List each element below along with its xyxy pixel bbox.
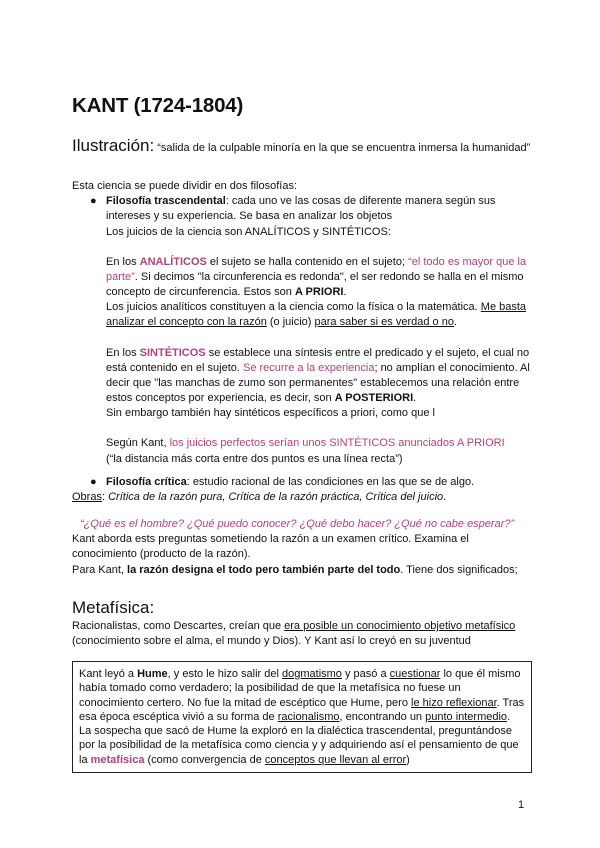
metafisica-heading: Metafísica: (72, 598, 155, 617)
page-title: KANT (1724-1804) (72, 94, 244, 117)
segun-kant-paragraph: Según Kant, los juicios perfectos serían unos SINTÉTICOS anunciados A PRIORI (“la distancia más corta entre dos puntos es una línea recta”) (106, 437, 505, 465)
preguntas-quote: “¿Qué es el hombre? ¿Qué puedo conocer? ¿Qué debo hacer? ¿Qué no cabe esperar?” (80, 518, 515, 531)
intro-text: Esta ciencia se puede dividir en dos filosofías: (72, 180, 298, 192)
hume-box: Kant leyó a Hume, y esto le hizo salir del dogmatismo y pasó a cuestionar lo que él mismo había tomado como verdadero; la posibilidad de que la metafísica no fuese un conocimiento certero. No fue la mitad de escéptico que Hume, pero le hizo reflexionar. Tras esa época escéptica vivió a su forma de racionalismo, encontrando un punto intermedio. La sospecha que sacó de Hume la exploró en la dialéctica trascendental, preguntándose por la posibilidad de la metafísica como ciencia y y adquiriendo así el pensamiento de que la metafísica (como convergencia de conceptos que llevan al error) (72, 661, 532, 773)
main-content (72, 179, 532, 578)
analiticos-term: ANALÍTICOS (139, 255, 207, 268)
juicios-text: Los juicios de la ciencia son ANALÍTICOS y SINTÉTICOS: (106, 225, 391, 238)
bullet-text: : cada uno ve las cosas de diferente manera según sus intereses y su experiencia. Se basa en analizar los objetos (106, 195, 496, 223)
bullet-trascendental (72, 194, 532, 240)
obras-line: Obras: Crítica de la razón pura, Crítica de la razón práctica, Crítica del juicio. (72, 490, 447, 503)
metafisica-paragraph: Racionalistas, como Descartes, creían que era posible un conocimiento objetivo metafísico (conocimiento sobre el alma, el mundo y Dios). Y Kant así lo creyó en su juventud (72, 620, 516, 648)
sinteticos-term: SINTÉTICOS (139, 346, 206, 359)
ilustracion-heading: Ilustración: (72, 136, 155, 155)
aborda-text: Kant aborda ests preguntas sometiendo la razón a un examen crítico. Examina el conocimiento (producto de la razón). (72, 533, 469, 561)
para-kant-text: Para Kant, la razón designa el todo pero también parte del todo. Tiene dos significados; (72, 563, 518, 576)
bullet-critica: ● Filosofía crítica: estudio racional de las condiciones en las que se de algo. (72, 475, 532, 490)
ilustracion-definition (72, 133, 532, 159)
analiticos-paragraph: En los ANALÍTICOS el sujeto se halla contenido en el sujeto; “el todo es mayor que la parte”. Si decimos "la circunferencia es redonda", el ser redondo se halla en el mismo concepto de circunferencia. Estos son A PRIORI. Los juicios analíticos constituyen a la ciencia como la física o la matemática. Me basta analizar el concepto con la razón (o juicio) para saber si es verdad o no. (106, 255, 527, 329)
bullet-dot-icon: ● (90, 475, 97, 488)
analiticos-quote: “el todo es mayor que la parte” (106, 255, 527, 283)
bullet-dot-icon: ● (90, 195, 97, 208)
bullet-term: Filosofía trascendental (106, 195, 226, 208)
ilustracion-quote: “salida de la culpable minoría en la que se encuentra inmersa la humanidad” (157, 142, 531, 154)
page-number: 1 (518, 799, 525, 811)
sinteticos-paragraph: En los SINTÉTICOS se establece una síntesis entre el predicado y el sujeto, el cual no está contenido en el sujeto. Se recurre a la experiencia; no amplían el conocimiento. Al decir que "las manchas de zumo son permanentes" establecemos una relación entre estos conceptos por experiencia, es decir, son A POSTERIORI. Sin embargo también hay sintéticos específicos a priori, como que l (106, 346, 530, 420)
